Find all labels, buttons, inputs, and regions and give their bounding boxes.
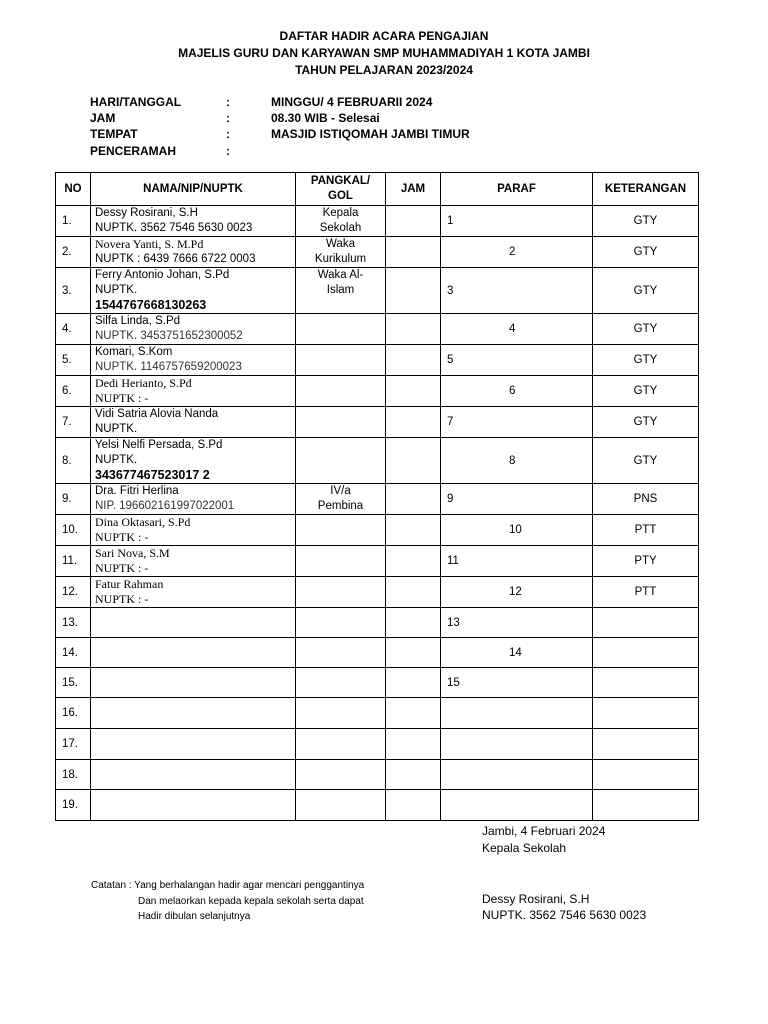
row-paraf — [441, 345, 593, 376]
info-value: 08.30 WIB - Selesai — [271, 111, 380, 125]
row-name: Ferry Antonio Johan, S.Pd — [95, 269, 230, 281]
row-jam — [386, 484, 441, 515]
table-row — [56, 407, 699, 438]
row-name: Dessy Rosirani, S.H — [95, 207, 198, 219]
row-no: 10. — [56, 515, 91, 546]
info-colon: : — [226, 127, 230, 141]
row-name-cell — [91, 268, 296, 314]
row-pangkat — [296, 268, 386, 314]
row-pangkat-line2: Kurikulum — [314, 253, 367, 265]
row-paraf-number: 5 — [447, 354, 454, 366]
row-name: Sari Nova, S.M — [95, 546, 170, 560]
document-title: DAFTAR HADIR ACARA PENGAJIAN — [279, 29, 489, 43]
row-name-cell — [91, 484, 296, 515]
row-id: NUPTK. 3453751652300052 — [95, 330, 243, 342]
row-name-cell — [91, 237, 296, 268]
row-pangkat-line2: Sekolah — [319, 222, 362, 234]
row-name: Dina Oktasari, S.Pd — [95, 515, 191, 529]
row-pangkat — [296, 314, 386, 345]
row-keterangan — [593, 668, 699, 698]
row-paraf — [441, 484, 593, 515]
row-name-cell — [91, 760, 296, 790]
row-id: NUPTK. 3562 7546 5630 0023 — [95, 222, 253, 234]
row-no: 4. — [56, 314, 91, 345]
row-no: 2. — [56, 237, 91, 268]
row-paraf — [441, 515, 593, 546]
row-id: NUPTK : - — [95, 391, 149, 405]
row-jam — [386, 268, 441, 314]
info-key: PENCERAMAH — [90, 144, 177, 158]
row-pangkat — [296, 698, 386, 729]
row-jam — [386, 345, 441, 376]
table-row — [56, 698, 699, 729]
row-id: NUPTK : - — [95, 561, 149, 575]
row-no: 14. — [56, 638, 91, 668]
row-no: 5. — [56, 345, 91, 376]
row-name: Fatur Rahman — [95, 577, 164, 591]
row-name-cell — [91, 376, 296, 407]
row-pangkat — [296, 546, 386, 577]
row-pangkat-line1: IV/a — [330, 485, 351, 497]
row-keterangan: GTY — [593, 345, 699, 376]
row-no: 18. — [56, 760, 91, 790]
row-pangkat — [296, 206, 386, 237]
attendance-table — [55, 172, 699, 821]
table-row — [56, 760, 699, 790]
row-jam — [386, 698, 441, 729]
row-no: 12. — [56, 577, 91, 608]
info-value: MINGGU/ 4 FEBRUARII 2024 — [271, 95, 433, 109]
table-row — [56, 638, 699, 668]
row-paraf — [441, 577, 593, 608]
row-pangkat — [296, 515, 386, 546]
row-paraf-number: 4 — [509, 323, 516, 335]
row-no: 16. — [56, 698, 91, 729]
row-no: 9. — [56, 484, 91, 515]
table-row — [56, 438, 699, 484]
note-line-3: Hadir dibulan selanjutnya — [138, 911, 251, 922]
row-paraf — [441, 638, 593, 668]
row-paraf — [441, 206, 593, 237]
info-value: MASJID ISTIQOMAH JAMBI TIMUR — [271, 127, 470, 141]
row-paraf — [441, 314, 593, 345]
header-jam: JAM — [386, 173, 441, 206]
row-pangkat — [296, 760, 386, 790]
table-row — [56, 268, 699, 314]
row-id: NUPTK : - — [95, 530, 149, 544]
row-pangkat-line1: Kepala — [322, 207, 359, 219]
note-line-1: Catatan : Yang berhalangan hadir agar mencari penggantinya — [91, 880, 365, 891]
row-name-cell — [91, 407, 296, 438]
row-no: 15. — [56, 668, 91, 698]
row-no: 11. — [56, 546, 91, 577]
row-paraf — [441, 760, 593, 790]
row-paraf — [441, 608, 593, 638]
row-no: 3. — [56, 268, 91, 314]
document-subtitle: MAJELIS GURU DAN KARYAWAN SMP MUHAMMADIYAH 1 KOTA JAMBI — [178, 46, 590, 60]
header-name: NAMA/NIP/NUPTK — [91, 173, 296, 206]
row-paraf — [441, 268, 593, 314]
table-row — [56, 376, 699, 407]
row-pangkat — [296, 237, 386, 268]
row-id: NIP. 196602161997022001 — [95, 500, 235, 512]
row-jam — [386, 206, 441, 237]
info-key: JAM — [90, 111, 116, 125]
row-paraf-number: 1 — [447, 215, 454, 227]
row-no: 1. — [56, 206, 91, 237]
row-name-cell — [91, 314, 296, 345]
row-jam — [386, 638, 441, 668]
row-keterangan: GTY — [593, 268, 699, 314]
table-row — [56, 345, 699, 376]
table-row — [56, 790, 699, 821]
table-row — [56, 668, 699, 698]
table-row — [56, 608, 699, 638]
row-paraf — [441, 546, 593, 577]
row-jam — [386, 608, 441, 638]
row-pangkat — [296, 608, 386, 638]
row-jam — [386, 237, 441, 268]
row-paraf-number: 12 — [509, 586, 522, 598]
row-keterangan: GTY — [593, 438, 699, 484]
row-keterangan: GTY — [593, 376, 699, 407]
info-colon: : — [226, 95, 230, 109]
row-id: NUPTK : 6439 7666 6722 0003 — [95, 253, 256, 265]
row-paraf — [441, 668, 593, 698]
row-no: 6. — [56, 376, 91, 407]
row-pangkat — [296, 790, 386, 821]
table-row — [56, 237, 699, 268]
row-name-cell — [91, 638, 296, 668]
row-jam — [386, 515, 441, 546]
row-no: 13. — [56, 608, 91, 638]
signature-place-date: Jambi, 4 Februari 2024 — [482, 824, 606, 838]
row-paraf — [441, 438, 593, 484]
row-keterangan — [593, 729, 699, 760]
header-no: NO — [56, 173, 91, 206]
note-line-2: Dan melaorkan kepada kepala sekolah serta dapat — [138, 896, 364, 907]
row-paraf — [441, 729, 593, 760]
row-pangkat — [296, 638, 386, 668]
row-name-cell — [91, 206, 296, 237]
row-id-number: 343677467523017 2 — [95, 468, 210, 482]
header-pangkat-line2: GOL — [328, 190, 353, 202]
row-pangkat — [296, 376, 386, 407]
row-keterangan — [593, 790, 699, 821]
header-keterangan: KETERANGAN — [593, 173, 699, 206]
row-pangkat-line2: Islam — [326, 284, 355, 296]
row-keterangan: GTY — [593, 206, 699, 237]
row-pangkat — [296, 345, 386, 376]
row-jam — [386, 790, 441, 821]
row-id: NUPTK. — [95, 454, 138, 466]
table-row — [56, 546, 699, 577]
row-pangkat — [296, 407, 386, 438]
row-jam — [386, 668, 441, 698]
table-row — [56, 577, 699, 608]
header-pangkat — [296, 173, 386, 206]
row-jam — [386, 760, 441, 790]
row-jam — [386, 438, 441, 484]
row-paraf — [441, 376, 593, 407]
row-name-cell — [91, 668, 296, 698]
row-jam — [386, 376, 441, 407]
row-keterangan — [593, 608, 699, 638]
row-keterangan: PTT — [593, 577, 699, 608]
info-colon: : — [226, 111, 230, 125]
row-name: Dedi Herianto, S.Pd — [95, 376, 192, 390]
signature-name: Dessy Rosirani, S.H — [482, 892, 590, 906]
row-id-number: 1544767668130263 — [95, 298, 207, 312]
row-paraf — [441, 698, 593, 729]
row-name: Novera Yanti, S. M.Pd — [95, 237, 204, 251]
row-name-cell — [91, 345, 296, 376]
row-jam — [386, 314, 441, 345]
row-name-cell — [91, 438, 296, 484]
row-paraf-number: 6 — [509, 385, 516, 397]
row-keterangan — [593, 638, 699, 668]
row-keterangan — [593, 760, 699, 790]
row-paraf-number: 15 — [447, 676, 460, 689]
academic-year: TAHUN PELAJARAN 2023/2024 — [295, 63, 473, 77]
row-pangkat-line1: Waka — [326, 238, 355, 250]
row-paraf — [441, 790, 593, 821]
row-name-cell — [91, 515, 296, 546]
row-name-cell — [91, 546, 296, 577]
table-row — [56, 484, 699, 515]
row-pangkat — [296, 729, 386, 760]
row-paraf-number: 3 — [447, 284, 454, 297]
row-paraf-number: 2 — [509, 246, 516, 258]
row-id: NUPTK. — [95, 284, 138, 296]
row-name: Silfa Linda, S.Pd — [95, 315, 181, 327]
info-key: TEMPAT — [90, 127, 138, 141]
row-no: 17. — [56, 729, 91, 760]
row-name: Vidi Satria Alovia Nanda — [95, 408, 219, 420]
row-id: NUPTK. 1146757659200023 — [95, 361, 242, 373]
row-pangkat — [296, 668, 386, 698]
signature-id: NUPTK. 3562 7546 5630 0023 — [482, 908, 647, 922]
header-pangkat-line1: PANGKAL/ — [310, 175, 371, 187]
row-name: Komari, S.Kom — [95, 346, 173, 358]
row-paraf-number: 14 — [509, 646, 522, 659]
row-jam — [386, 729, 441, 760]
info-key: HARI/TANGGAL — [90, 95, 182, 109]
table-row — [56, 206, 699, 237]
row-paraf-number: 9 — [447, 493, 454, 505]
row-name-cell — [91, 577, 296, 608]
row-keterangan: GTY — [593, 314, 699, 345]
row-no: 8. — [56, 438, 91, 484]
row-keterangan — [593, 698, 699, 729]
row-name-cell — [91, 698, 296, 729]
row-name: Yelsi Nelfi Persada, S.Pd — [95, 439, 223, 451]
row-pangkat — [296, 438, 386, 484]
row-paraf — [441, 407, 593, 438]
row-name-cell — [91, 729, 296, 760]
row-name-cell — [91, 790, 296, 821]
row-paraf-number: 11 — [447, 555, 459, 567]
row-paraf — [441, 237, 593, 268]
row-id: NUPTK. — [95, 423, 138, 435]
row-name: Dra. Fitri Herlina — [95, 485, 179, 497]
row-pangkat — [296, 484, 386, 515]
row-keterangan: PTT — [593, 515, 699, 546]
table-row — [56, 314, 699, 345]
row-jam — [386, 577, 441, 608]
row-no: 7. — [56, 407, 91, 438]
row-jam — [386, 407, 441, 438]
row-keterangan: PTY — [593, 546, 699, 577]
table-header-row — [56, 173, 699, 206]
signature-role: Kepala Sekolah — [482, 841, 567, 855]
info-colon: : — [226, 144, 230, 158]
row-no: 19. — [56, 790, 91, 821]
row-paraf-number: 10 — [509, 524, 522, 536]
row-pangkat — [296, 577, 386, 608]
row-keterangan: GTY — [593, 237, 699, 268]
row-pangkat-line1: Waka Al- — [317, 269, 364, 281]
header-paraf: PARAF — [441, 173, 593, 206]
row-pangkat-line2: Pembina — [317, 500, 364, 512]
row-paraf-number: 13 — [447, 616, 460, 629]
row-id: NUPTK : - — [95, 592, 149, 606]
row-paraf-number: 7 — [447, 416, 454, 428]
row-keterangan: GTY — [593, 407, 699, 438]
row-paraf-number: 8 — [509, 454, 516, 467]
row-name-cell — [91, 608, 296, 638]
row-jam — [386, 546, 441, 577]
table-row — [56, 515, 699, 546]
table-row — [56, 729, 699, 760]
row-keterangan: PNS — [593, 484, 699, 515]
